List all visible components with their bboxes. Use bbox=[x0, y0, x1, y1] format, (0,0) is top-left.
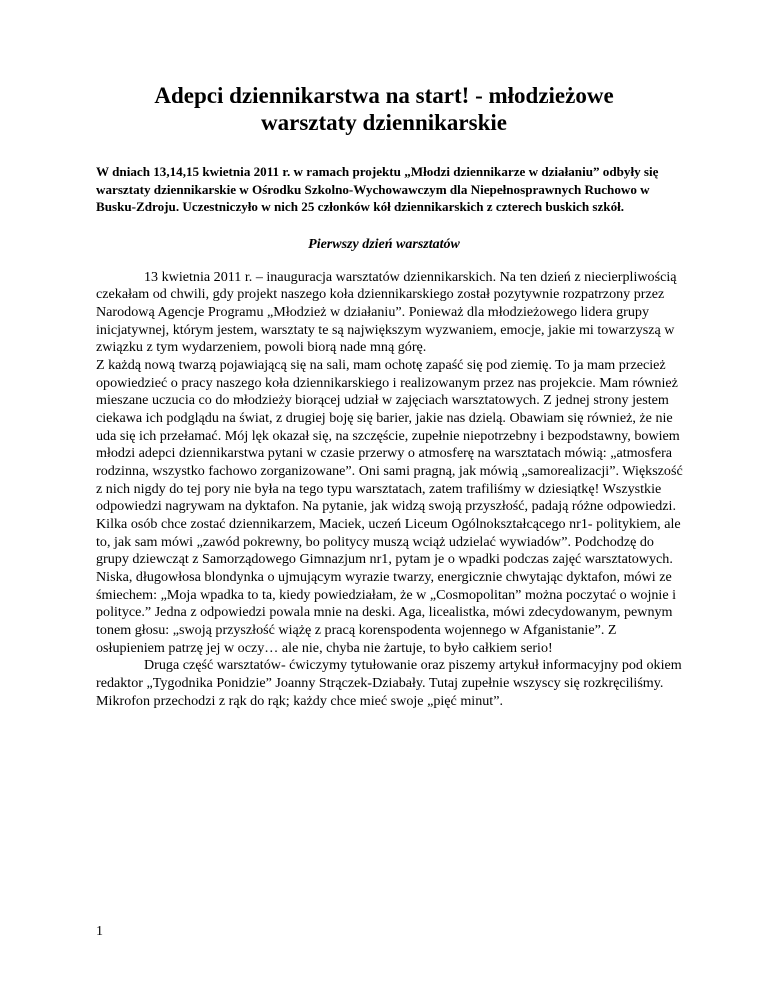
paragraph-3: Druga część warsztatów- ćwiczymy tytułowanie oraz piszemy artykuł informacyjny pod okiem redaktor „Tygodnika Ponidzie” Joanny Strączek-Dziabały. Tutaj zupełnie wszyscy się rozkręciliśmy. Mikrofon przechodzi z rąk do rąk; każdy chce mieć swoje „pięć minut”. bbox=[96, 657, 682, 709]
article-title: Adepci dziennikarstwa na start! - młodzieżowe warsztaty dziennikarskie bbox=[154, 83, 614, 135]
article-body bbox=[96, 269, 686, 710]
section-heading: Pierwszy dzień warsztatów bbox=[308, 236, 460, 252]
paragraph-2: Z każdą nową twarzą pojawiającą się na sali, mam ochotę zapaść się pod ziemię. To ja mam przecież opowiedzieć o pracy naszego koła dziennikarskiego i realizowanym przez nas projekcie. Mam również mieszane uczucia co do młodzieży biorącej udział w zajęciach warsztatowych. Z jednej strony jestem ciekawa ich podglądu na świat, z drugiej boję się barier, jakie nas dzielą. Obawiam się również, że nie uda się ich przełamać. Mój lęk okazał się, na szczęście, zupełnie niepotrzebny i bezpodstawny, bowiem młodzi adepci dziennikarstwa pytani w czasie przerwy o atmosferę na warsztatach mówią: „atmosfera rodzinna, wszystko fachowo zorganizowane”. Oni sami pragną, jak mówią „samorealizacji”. Większość z nich nigdy do tej pory nie była na tego typu warsztatach, zatem trafiliśmy w dziesiątkę! Wszystkie odpowiedzi nagrywam na dyktafon. Na pytanie, jak widzą swoją przyszłość, padają różne odpowiedzi. Kilka osób chce zostać dziennikarzem, Maciek, uczeń Liceum Ogólnokształcącego nr1- politykiem, ale to, jak sam mówi „zawód pokrewny, bo politycy muszą wciąż udzielać wywiadów”. Podchodzę do grupy dziewcząt z Samorządowego Gimnazjum nr1, pytam je o wpadki podczas zajęć warsztatowych. Niska, długowłosa blondynka o ujmującym wyrazie twarzy, energicznie chwytając dyktafon, mówi ze śmiechem: „Moja wpadka to ta, kiedy powiedziałam, że w „Cosmopolitan” można poczytać o wojnie i polityce.” Jedna z odpowiedzi powala mnie na deski. Aga, licealistka, mówi zdecydowanym, pewnym tonem głosu: „swoją przyszłość wiążę z pracą korenspodenta wojennego w Afganistanie”. Z osłupieniem patrzę jej w oczy… ale nie, chyba nie żartuje, to było całkiem serio! bbox=[96, 357, 683, 656]
article-lead: W dniach 13,14,15 kwietnia 2011 r. w ramach projektu „Młodzi dziennikarze w działaniu” odbyły się warsztaty dziennikarskie w Ośrodku Szkolno-Wychowawczym dla Niepełnosprawnych Ruchowo w Busku-Zdroju. Uczestniczyło w nich 25 członków kół dziennikarskich z czterech buskich szkół. bbox=[96, 164, 659, 215]
paragraph-1: 13 kwietnia 2011 r. – inauguracja warsztatów dziennikarskich. Na ten dzień z niecierpliwością czekałam od chwili, gdy projekt naszego koła dziennikarskiego został pozytywnie rozpatrzony przez Narodową Agencje Programu „Młodzież w działaniu”. Ponieważ dla młodzieżowego lidera grupy inicjatywnej, którym jestem, warsztaty te są największym wyzwaniem, emocje, jakie mi towarzyszą w związku z tym wydarzeniem, powoli biorą nade mną górę. bbox=[96, 268, 677, 356]
page-number: 1 bbox=[96, 924, 103, 939]
